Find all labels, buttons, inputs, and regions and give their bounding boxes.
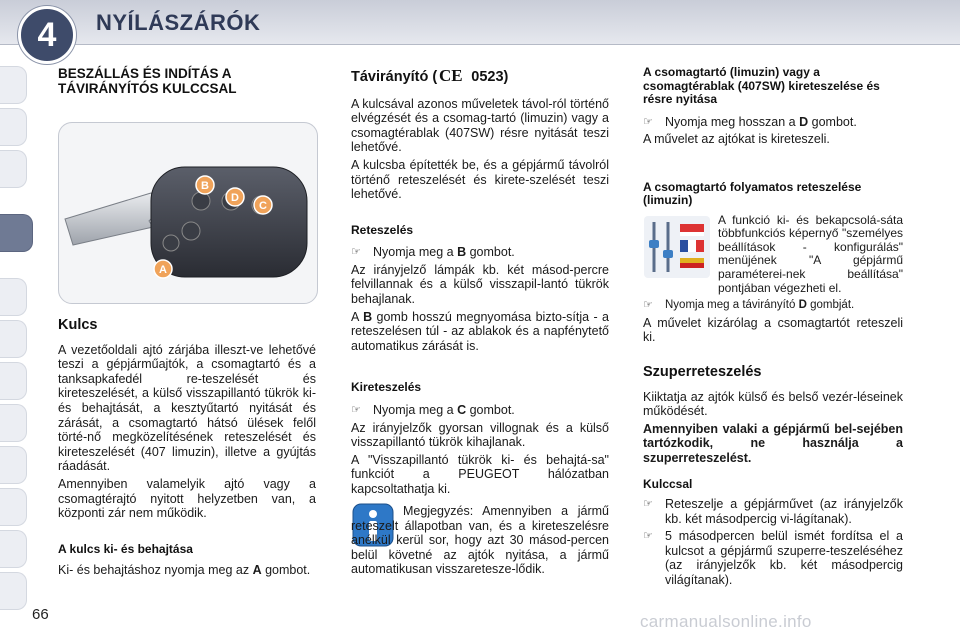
subheading-with-key: Kulccsal <box>643 476 693 491</box>
chapter-tab[interactable] <box>0 278 27 316</box>
hand-pointer-icon: ☞ <box>643 530 653 543</box>
chapter-number-badge: 4 <box>18 6 76 64</box>
paragraph: A vezetőoldali ajtó zárjába illeszt-ve lehetővé teszi a gépjárműajtók, a csomagtartó és a tanksapkafedél re-teszelését és kireteszelését, a külső visszapillantó tükrök ki- és behajtását, a kesztyűtartó nyitását és zárását, a csomagtartó hátsó ülések felől törté-nő megközelítésének reteszelését és kireteszelését (407 limuzin), illetve a gyújtás ráadását. <box>58 342 316 474</box>
chapter-title: NYÍLÁSZÁRÓK <box>96 10 261 35</box>
bullet-trunk-lock: ☞ Nyomja meg a távirányító D gombját. <box>643 299 855 312</box>
hand-pointer-icon: ☞ <box>643 299 653 312</box>
hand-pointer-icon: ☞ <box>643 498 653 511</box>
chapter-tab[interactable] <box>0 66 27 104</box>
bullet-trunk: ☞ Nyomja meg hosszan a D gombot. <box>643 114 857 129</box>
ce-mark-icon <box>437 66 467 84</box>
chapter-tab[interactable] <box>0 446 27 484</box>
warning-paragraph: Amennyiben valaki a gépjármű bel-sejében tartózkodik, ne használja a szuperreteszelést. <box>643 421 903 465</box>
subheading-lock: Reteszelés <box>351 222 414 237</box>
chapter-tab[interactable] <box>0 572 27 610</box>
chapter-tab-active[interactable] <box>0 214 33 252</box>
column-1 <box>58 66 316 96</box>
chapter-tab[interactable] <box>0 404 27 442</box>
column-1-body <box>58 318 316 581</box>
watermark: carmanualsonline.info <box>640 612 812 631</box>
section-heading-remote: Távirányító ( CE 0523) <box>351 66 509 85</box>
section-heading-key: Kulcs <box>58 317 98 333</box>
section-heading-deadlock: Szuperreteszelés <box>643 364 762 381</box>
bullet-unlock: ☞ Nyomja meg a C gombot. <box>351 402 515 417</box>
subheading-unlock: Kireteszelés <box>351 380 422 395</box>
key-label-b: B <box>201 180 209 192</box>
column-3 <box>643 66 903 591</box>
paragraph: A kulcsával azonos műveletek távol-ról történő elvégzését és a csomag-tartó (limuzin) vagy a csomagtérablak (407SW) résre nyitását teszi lehetővé. <box>351 96 609 155</box>
hand-pointer-icon: ☞ <box>351 246 361 259</box>
chapter-tab[interactable] <box>0 108 27 146</box>
subheading-trunk: A csomagtartó (limuzin) vagy a csomagtérablak (407SW) kireteszelése és résre nyitása <box>643 65 880 106</box>
key-label-d: D <box>231 192 239 204</box>
paragraph: A "Visszapillantó tükrök ki- és behajtá-sa" funkciót a PEUGEOT hálózatban kapcsoltathatja ki. <box>351 452 609 496</box>
paragraph: Kiiktatja az ajtók külső és belső vezér-léseinek működését. <box>643 389 903 419</box>
paragraph-fold: Ki- és behajtáshoz nyomja meg az A gombot. <box>58 563 311 578</box>
chapter-tab[interactable] <box>0 488 27 526</box>
bullet-deadlock-1: ☞ Reteszelje a gépjárművet (az irányjelzők kb. két másodpercig vi-lágítanak). <box>643 497 903 526</box>
paragraph: A művelet kizárólag a csomagtartót reteszeli ki. <box>643 315 903 345</box>
page-number: 66 <box>32 606 49 623</box>
key-label-c: C <box>259 200 267 212</box>
paragraph: A kulcsba építették be, és a gépjármű távolról történő reteszelését és kirete-szelését teszi lehetővé. <box>351 157 609 202</box>
chapter-tab[interactable] <box>0 362 27 400</box>
remote-key-illustration <box>58 122 318 304</box>
hand-pointer-icon: ☞ <box>643 115 653 128</box>
subheading-trunk-lock: A csomagtartó folyamatos reteszelése (limuzin) <box>643 179 862 208</box>
paragraph: A művelet az ajtókat is kireteszeli. <box>643 132 830 147</box>
remote-key-icon <box>59 123 317 303</box>
chapter-tab[interactable] <box>0 530 27 568</box>
section-heading-remote-key: BESZÁLLÁS ÉS INDÍTÁS A TÁVIRÁNYÍTÓS KULCCSAL <box>58 66 237 96</box>
chapter-tab[interactable] <box>0 150 27 188</box>
bullet-deadlock-2: ☞ 5 másodpercen belül ismét fordítsa el a kulcsot a gépjármű szuperre-teszeléséhez (az irányjelzők kb. két másodpercig világítanak). <box>643 529 903 588</box>
subheading-key-fold: A kulcs ki- és behajtása <box>58 541 193 556</box>
bullet-lock: ☞ Nyomja meg a B gombot. <box>351 245 515 260</box>
key-label-a: A <box>159 264 167 276</box>
chapter-tabs <box>0 44 36 640</box>
paragraph: Amennyiben valamelyik ajtó vagy a csomagtérajtó nyitott helyzetben van, a központi zár nem működik. <box>58 476 316 521</box>
note-text: Megjegyzés: Amennyiben a jármű reteszelt állapotban van, és a kireteszelésre anélkül kerül sor, hogy azt 30 másod-percen belül követné az ajtók nyitása, a jármű automatikusan visszaretesze-lődik. <box>351 504 609 577</box>
paragraph: Az irányjelzők gyorsan villognak és a külső visszapillantó tükrök kihajlanak. <box>351 420 609 450</box>
paragraph: A funkció ki- és bekapcsolá-sáta többfunkciós képernyő "személyes beállítások - konfigurálás" menüjének "A gépjármű paraméterei-nek beállítása" pontjában végezheti el. <box>718 212 903 295</box>
hand-pointer-icon: ☞ <box>351 403 361 416</box>
chapter-tab[interactable] <box>0 320 27 358</box>
column-2 <box>351 66 609 499</box>
note-box <box>351 504 609 580</box>
svg-text:CE: CE <box>439 66 463 84</box>
paragraph: Az irányjelző lámpák kb. két másod-percre felvillannak és a külső visszapil-lantó tükrök behajlanak. <box>351 262 609 307</box>
settings-menu-icon <box>644 216 710 278</box>
paragraph: A B gomb hosszú megnyomása bizto-sítja - a reteszelésen túl - az ablakok és a napfénytető automatikus zárását is. <box>351 309 609 353</box>
